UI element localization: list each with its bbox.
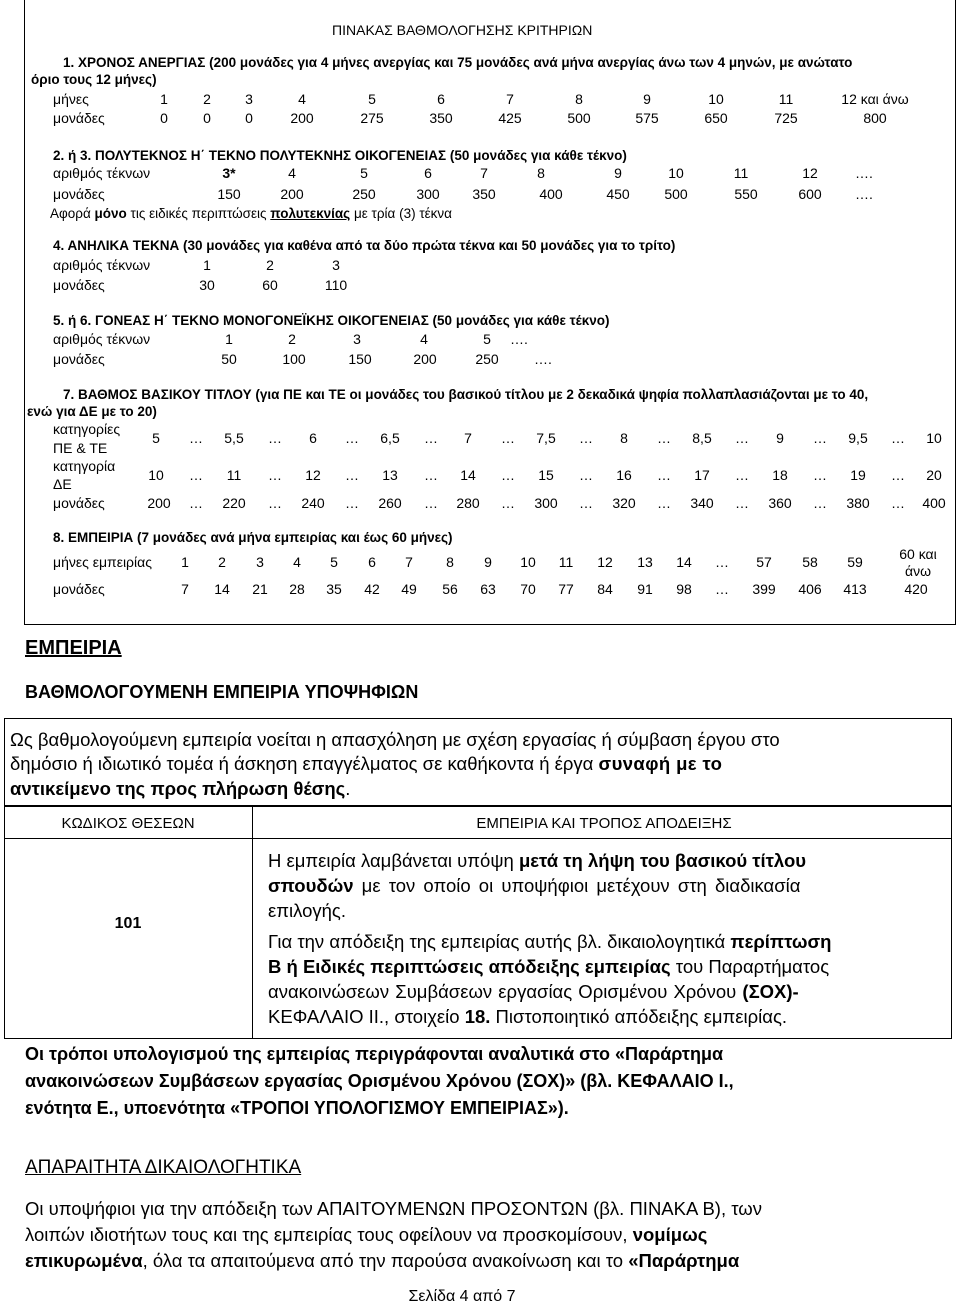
cell: 500 (567, 110, 591, 126)
cell: 9 (614, 165, 622, 181)
required-text: λοιπών ιδιοτήτων τους και της εμπειρίας τους οφείλουν να προσκομίσουν, (25, 1224, 633, 1245)
sec7-heading: 7. ΒΑΘΜΟΣ ΒΑΣΙΚΟΥ ΤΙΤΛΟΥ (για ΠΕ και ΤΕ οι μονάδες του βασικού τίτλου με 2 δεκαδικά ψηφία πολλαπλασιάζονται με το 40, (63, 387, 869, 402)
cell: … (579, 495, 593, 511)
cell: 7 (506, 91, 514, 107)
cell: 10 (520, 554, 536, 570)
cell: … (657, 430, 671, 446)
sec5-row-points (0, 351, 960, 369)
cell: 7 (405, 554, 413, 570)
cell: 15 (538, 467, 554, 483)
cell: 4 (293, 554, 301, 570)
cell: … (891, 495, 905, 511)
cell: … (735, 495, 749, 511)
cell: 30 (199, 277, 215, 293)
note-text: με τρία (3) τέκνα (350, 206, 452, 221)
cell: … (268, 495, 282, 511)
cell: 0 (160, 110, 168, 126)
cell: 110 (324, 277, 348, 293)
cell: 91 (637, 581, 653, 597)
cell: 725 (774, 110, 798, 126)
p2-text: , στοιχείο (384, 1006, 465, 1027)
cell: 58 (802, 554, 818, 570)
cell: 300 (416, 186, 440, 202)
cell: … (891, 430, 905, 446)
cell: 12 (305, 467, 321, 483)
p2-bold: περίπτωση (730, 931, 832, 952)
cell: 7 (480, 165, 488, 181)
sec8-last-month-2: άνω (904, 563, 932, 579)
sec7-row-de (0, 467, 960, 485)
p2-bold: (ΣΟΧ)- (742, 981, 799, 1002)
cell: … (501, 495, 515, 511)
cell: 3 (353, 331, 361, 347)
row-label: μήνες εμπειρίας (53, 554, 152, 570)
cell: 84 (597, 581, 613, 597)
note-underlined: πολυτεκνίας (270, 206, 351, 221)
cell: 21 (252, 581, 268, 597)
sec7-row-points (0, 495, 960, 513)
cell: 400 (922, 495, 946, 511)
cell: 5 (483, 331, 491, 347)
p2-text: Για την απόδειξη της εμπειρίας αυτής βλ. δικαιολογητικά (268, 931, 731, 952)
sec5-row-children (0, 331, 960, 349)
cell: 6 (309, 430, 317, 446)
cell: … (657, 495, 671, 511)
cell: 350 (472, 186, 496, 202)
row-label: μονάδες (53, 495, 105, 511)
cell: 800 (863, 110, 887, 126)
cell: 10 (668, 165, 684, 181)
cell: 0 (203, 110, 211, 126)
row-label: αριθμός τέκνων (53, 257, 151, 273)
cell: … (345, 430, 359, 446)
cell: 18 (772, 467, 788, 483)
cell: 2 (218, 554, 226, 570)
cell: … (501, 430, 515, 446)
cell: 10 (926, 430, 942, 446)
sec4-heading: 4. ΑΝΗΛΙΚΑ ΤΕΚΝΑ (30 μονάδες για καθένα από τα δύο πρώτα τέκνα και 50 μονάδες για το τρίτο) (53, 238, 676, 253)
experience-subtitle: ΒΑΘΜΟΛΟΓΟΥΜΕΝΗ ΕΜΠΕΙΡΙΑ ΥΠΟΨΗΦΙΩΝ (25, 682, 419, 702)
cell: 250 (475, 351, 499, 367)
cell: 260 (378, 495, 402, 511)
cell: 49 (401, 581, 417, 597)
required-line-3 (25, 1248, 739, 1273)
cell: 14 (460, 467, 476, 483)
sec1-heading: 1. ΧΡΟΝΟΣ ΑΝΕΡΓΙΑΣ (200 μονάδες για 4 μήνες ανεργίας και 75 μονάδες ανά μήνα ανεργίας άνω των 4 μηνών, με ανώτατο (63, 55, 853, 70)
page-title: ΠΙΝΑΚΑΣ ΒΑΘΜΟΛΟΓΗΣΗΣ ΚΡΙΤΗΡΙΩΝ (332, 22, 593, 38)
cell: 1 (203, 257, 211, 273)
row-label: αριθμός τέκνων (53, 165, 151, 181)
cell: 1 (225, 331, 233, 347)
cell: 425 (498, 110, 522, 126)
cell: 14 (676, 554, 692, 570)
col-header-experience: ΕΜΠΕΙΡΙΑ ΚΑΙ ΤΡΟΠΟΣ ΑΠΟΔΕΙΞΗΣ (476, 815, 732, 832)
sec2-row-points (0, 186, 960, 204)
note-bold: μόνο (94, 206, 127, 221)
cell: 59 (847, 554, 863, 570)
row-label: μονάδες (53, 581, 105, 597)
sec7-heading-cont: ενώ για ΔΕ με το 20) (27, 404, 157, 419)
sec4-row-children (0, 257, 960, 275)
sec7-label-pe-te-2: ΠΕ & ΤΕ (53, 440, 108, 456)
calc-line-3: ενότητα Ε., υποενότητα «ΤΡΟΠΟΙ ΥΠΟΛΟΓΙΣΜΟΥ ΕΜΠΕΙΡΙΑΣ»). (25, 1098, 569, 1118)
required-line-2 (25, 1222, 707, 1247)
cell: 11 (558, 554, 574, 570)
cell: 600 (798, 186, 822, 202)
row-label: μονάδες (53, 110, 105, 126)
cell: 5 (368, 91, 376, 107)
note-text: Αφορά (50, 206, 95, 221)
cell: 12 και άνω (841, 91, 909, 107)
cell: … (424, 467, 438, 483)
cell: …. (510, 331, 528, 347)
cell: 57 (756, 554, 772, 570)
cell: 10 (148, 467, 164, 483)
sec2-note (50, 206, 452, 221)
cell: … (189, 430, 203, 446)
cell: 8 (446, 554, 454, 570)
cell: 20 (926, 467, 942, 483)
definition-text: . (345, 778, 351, 799)
sec7-label-pe-te-1: κατηγορίες (53, 421, 121, 437)
p2-text: ανακοινώσεων Συμβάσεων εργασίας Ορισμένου Χρόνου (268, 981, 743, 1002)
col-header-code: ΚΩΔΙΚΟΣ ΘΕΣΕΩΝ (61, 815, 195, 832)
cell: 14 (214, 581, 230, 597)
table-column-divider (252, 806, 253, 1039)
cell: … (813, 467, 827, 483)
cell: 3* (222, 165, 236, 181)
experience-p2-line3 (268, 979, 799, 1004)
p2-text: ΚΕΦΑΛΑΙΟ ΙΙ. (268, 1006, 385, 1027)
cell: 8 (537, 165, 545, 181)
page-footer: Σελίδα 4 από 7 (408, 1288, 516, 1305)
cell: … (424, 430, 438, 446)
sec7-row-pe-te (0, 430, 960, 448)
sec8-row-points (0, 581, 960, 599)
cell: 6,5 (380, 430, 400, 446)
p1-bold: μετά τη λήψη του βασικού τίτλου (518, 850, 807, 871)
cell: … (891, 467, 905, 483)
cell: 8,5 (692, 430, 712, 446)
cell: 399 (752, 581, 776, 597)
cell: 7 (181, 581, 189, 597)
row-label: μήνες (53, 91, 89, 107)
sec1-row-points (0, 110, 960, 128)
cell: 13 (382, 467, 398, 483)
cell: … (813, 430, 827, 446)
cell: 9,5 (848, 430, 868, 446)
cell: 7,5 (536, 430, 556, 446)
cell: …. (855, 165, 873, 181)
cell: 280 (456, 495, 480, 511)
cell: 150 (217, 186, 241, 202)
cell: 77 (558, 581, 574, 597)
sec7-label-de-1: κατηγορία (53, 458, 116, 474)
p1-text: Η εμπειρία λαμβάνεται υπόψη (268, 850, 519, 871)
cell: 11 (226, 467, 242, 483)
cell: 6 (368, 554, 376, 570)
cell: … (189, 495, 203, 511)
definition-line-3 (10, 776, 350, 801)
cell: 550 (734, 186, 758, 202)
cell: 28 (289, 581, 305, 597)
cell: 5 (330, 554, 338, 570)
cell: 11 (778, 91, 794, 107)
cell: 13 (637, 554, 653, 570)
cell: 450 (606, 186, 630, 202)
p2-bold: 18. (464, 1006, 491, 1027)
cell: 220 (222, 495, 246, 511)
sec4-row-points (0, 277, 960, 295)
cell: 5,5 (224, 430, 244, 446)
cell: 9 (643, 91, 651, 107)
cell: 10 (708, 91, 724, 107)
cell: 8 (620, 430, 628, 446)
cell: … (424, 495, 438, 511)
cell: … (345, 467, 359, 483)
row-label: μονάδες (53, 351, 105, 367)
cell: 200 (290, 110, 314, 126)
cell: … (268, 430, 282, 446)
p2-text: του Παραρτήματος (670, 956, 830, 977)
sec5-heading: 5. ή 6. ΓΟΝΕΑΣ Η΄ ΤΕΚΝΟ ΜΟΝΟΓΟΝΕΪΚΗΣ ΟΙΚΟΓΕΝΕΙΑΣ (50 μονάδες για κάθε τέκνο) (53, 313, 610, 328)
cell: … (715, 554, 729, 570)
experience-p2-line1 (268, 929, 831, 954)
cell: 4 (420, 331, 428, 347)
cell: 2 (266, 257, 274, 273)
cell: 35 (326, 581, 342, 597)
cell: 12 (597, 554, 613, 570)
cell: 11 (733, 165, 749, 181)
cell: 5 (152, 430, 160, 446)
cell: … (268, 467, 282, 483)
sec2-row-children (0, 165, 960, 183)
required-bold: «Παράρτημα (628, 1250, 740, 1271)
cell: 17 (694, 467, 710, 483)
cell: … (345, 495, 359, 511)
experience-title: ΕΜΠΕΙΡΙΑ (25, 637, 122, 659)
cell: 50 (221, 351, 237, 367)
cell: … (501, 467, 515, 483)
sec1-heading-cont: όριο τους 12 μήνες) (31, 72, 157, 87)
experience-p1-line2 (268, 873, 800, 898)
experience-p1-line1 (268, 848, 806, 873)
cell: 380 (846, 495, 870, 511)
definition-line-2 (10, 751, 722, 776)
cell: 2 (288, 331, 296, 347)
cell: 4 (298, 91, 306, 107)
cell: 60 (262, 277, 278, 293)
row-label: μονάδες (53, 186, 105, 202)
sec2-heading: 2. ή 3. ΠΟΛΥΤΕΚΝΟΣ Η΄ ΤΕΚΝΟ ΠΟΛΥΤΕΚΝΗΣ ΟΙΚΟΓΕΝΕΙΑΣ (50 μονάδες για κάθε τέκνο) (53, 148, 627, 163)
cell: … (715, 581, 729, 597)
cell: 150 (348, 351, 372, 367)
cell: 650 (704, 110, 728, 126)
sec7-label-de-2: ΔΕ (53, 476, 72, 492)
required-docs-title: ΑΠΑΡΑΙΤΗΤΑ ΔΙΚΑΙΟΛΟΓΗΤΙΚΑ (25, 1157, 302, 1178)
note-text: τις ειδικές περιπτώσεις (126, 206, 271, 221)
definition-text: δημόσιο ή ιδιωτικό τομέα ή άσκηση επαγγέλματος σε καθήκοντα ή έργα (10, 753, 599, 774)
cell: 100 (282, 351, 306, 367)
cell: 70 (520, 581, 536, 597)
calc-line-2: ανακοινώσεων Συμβάσεων εργασίας Ορισμένου Χρόνου (ΣΟΧ)» (βλ. ΚΕΦΑΛΑΙΟ Ι., (25, 1071, 734, 1091)
cell: 3 (332, 257, 340, 273)
row-label: αριθμός τέκνων (53, 331, 151, 347)
required-line-1: Οι υποψήφιοι για την απόδειξη των ΑΠΑΙΤΟΥΜΕΝΩΝ ΠΡΟΣΟΝΤΩΝ (βλ. ΠΙΝΑΚΑ Β), των (25, 1198, 762, 1219)
required-bold: νομίμως (632, 1224, 708, 1245)
cell: 2 (203, 91, 211, 107)
p2-bold: Β ή Ειδικές περιπτώσεις απόδειξης εμπειρίας (268, 956, 671, 977)
cell: 275 (360, 110, 384, 126)
sec1-row-months (0, 91, 960, 109)
cell: 16 (616, 467, 632, 483)
sec8-row-months (0, 554, 960, 572)
cell: 250 (352, 186, 376, 202)
table-header-divider (4, 838, 952, 839)
cell: 350 (429, 110, 453, 126)
p1-bold: σπουδών (268, 875, 354, 896)
cell: 4 (288, 165, 296, 181)
cell: 6 (437, 91, 445, 107)
cell: 42 (364, 581, 380, 597)
cell: …. (855, 186, 873, 202)
required-text: , όλα τα απαιτούμενα από την παρούσα ανακοίνωση και το (142, 1250, 629, 1271)
cell: 200 (147, 495, 171, 511)
cell: 420 (904, 581, 928, 597)
cell: 0 (245, 110, 253, 126)
definition-bold: αντικείμενο της προς πλήρωση θέσης (10, 778, 346, 799)
cell: 7 (464, 430, 472, 446)
position-code: 101 (114, 915, 142, 932)
p2-text: Πιστοποιητικό απόδειξης εμπειρίας. (490, 1006, 788, 1027)
experience-p1-line3: επιλογής. (268, 900, 346, 921)
experience-p2-line2 (268, 954, 829, 979)
required-bold: επικυρωμένα (25, 1250, 143, 1271)
experience-p2-line4 (268, 1004, 787, 1029)
cell: 400 (539, 186, 563, 202)
cell: 5 (360, 165, 368, 181)
cell: 98 (676, 581, 692, 597)
p1-text: με τον οποίο οι υποψήφιοι μετέχουν στη διαδικασία (353, 875, 801, 896)
cell: … (735, 430, 749, 446)
cell: 8 (575, 91, 583, 107)
cell: 9 (484, 554, 492, 570)
cell: …. (534, 351, 552, 367)
sec8-heading: 8. ΕΜΠΕΙΡΙΑ (7 μονάδες ανά μήνα εμπειρίας και έως 60 μήνες) (53, 530, 453, 545)
cell: 300 (534, 495, 558, 511)
cell: 56 (442, 581, 458, 597)
cell: 1 (181, 554, 189, 570)
cell: 6 (424, 165, 432, 181)
definition-bold: συναφή με το (598, 753, 723, 774)
cell: 575 (635, 110, 659, 126)
cell: … (189, 467, 203, 483)
cell: 1 (160, 91, 168, 107)
definition-line-1: Ως βαθμολογούμενη εμπειρία νοείται η απασχόληση με σχέση εργασίας ή σύμβαση έργου στο (10, 729, 780, 750)
cell: 320 (612, 495, 636, 511)
cell: … (657, 467, 671, 483)
cell: … (735, 467, 749, 483)
cell: 406 (798, 581, 822, 597)
cell: … (813, 495, 827, 511)
cell: 240 (301, 495, 325, 511)
cell: 413 (843, 581, 867, 597)
calc-line-1: Οι τρόποι υπολογισμού της εμπειρίας περιγράφονται αναλυτικά στο «Παράρτημα (25, 1044, 724, 1064)
sec8-last-month-1: 60 και (899, 546, 937, 562)
cell: 63 (480, 581, 496, 597)
cell: 500 (664, 186, 688, 202)
cell: 340 (690, 495, 714, 511)
cell: … (579, 467, 593, 483)
cell: 360 (768, 495, 792, 511)
cell: 19 (850, 467, 866, 483)
cell: … (579, 430, 593, 446)
cell: 3 (256, 554, 264, 570)
cell: 200 (413, 351, 437, 367)
cell: 200 (280, 186, 304, 202)
cell: 9 (776, 430, 784, 446)
row-label: μονάδες (53, 277, 105, 293)
cell: 3 (245, 91, 253, 107)
cell: 12 (802, 165, 818, 181)
